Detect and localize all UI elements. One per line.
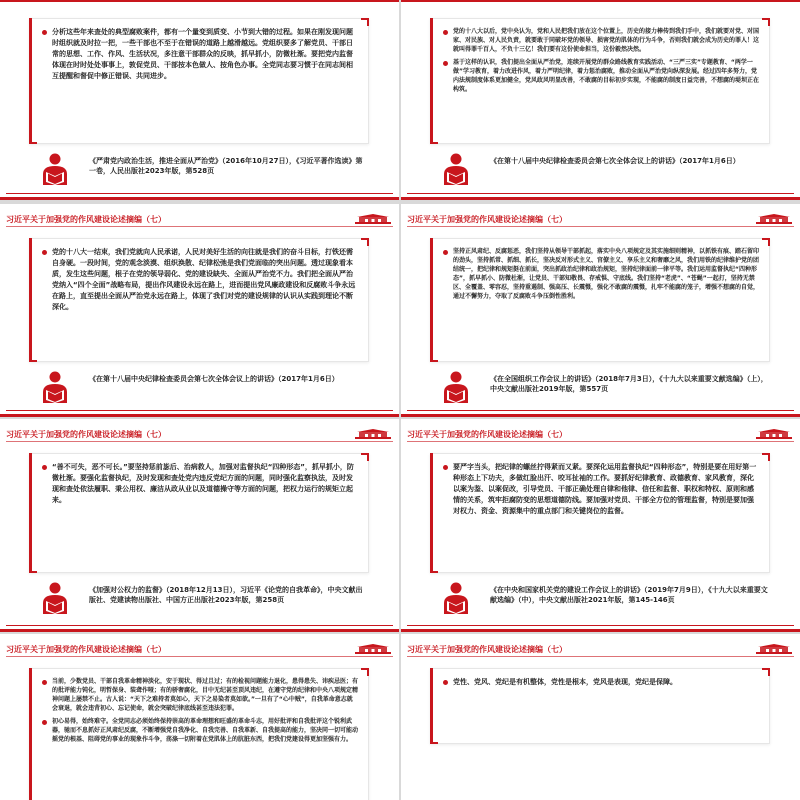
header-rule <box>6 656 393 657</box>
slide-6[interactable] <box>401 419 800 632</box>
card-redbar-decoration <box>29 238 32 360</box>
bullet-item <box>443 27 759 54</box>
slide-8[interactable] <box>401 634 800 800</box>
bottom-rule <box>407 625 794 626</box>
quote-card <box>430 238 770 362</box>
bottom-accent-bar <box>0 629 399 632</box>
tiananmen-icon <box>355 429 391 439</box>
reader-book-icon <box>438 370 474 404</box>
slide-4[interactable] <box>401 204 800 417</box>
card-cornerr-decoration <box>361 668 369 676</box>
bottom-rule <box>6 625 393 626</box>
bullet-text: 党性、党风、党纪是有机整体，党性是根本，党风是表现，党纪是保障。 <box>453 678 677 686</box>
source-text: 《严肃党内政治生活，推进全面从严治党》（2016年10月27日），《习近平著作选读》第一卷，人民出版社2023年版，第528页 <box>89 157 363 175</box>
slide-title: 习近平关于加强党的作风建设论述摘编（七） <box>6 430 166 439</box>
header-rule <box>407 441 794 442</box>
quote-card <box>29 18 369 144</box>
source-citation <box>430 150 770 190</box>
bullet-item <box>443 58 759 94</box>
tiananmen-icon <box>756 644 792 654</box>
bottom-accent-bar <box>401 629 800 632</box>
bullet-dot-icon <box>443 61 448 66</box>
slide-title: 习近平关于加强党的作风建设论述摘编（七） <box>6 645 166 654</box>
header-rule <box>6 226 393 227</box>
bullet-text: 党的十八大以后，党中央认为，党和人民把我们放在这个位置上，历史的接力棒传到我们手中，我们就要对党、对国家、对民族、对人民负责，就要敢于同破坏党的领导、损害党的肌体的行为斗争，否则我们就会成为历史的罪人！这就叫得罪千百人，不负十三亿！我们要有这份使命担当，这份毅然决然。 <box>453 28 760 53</box>
quote-card <box>430 453 770 573</box>
card-cornerr-decoration <box>361 453 369 461</box>
bottom-accent-bar <box>401 414 800 417</box>
reader-book-icon <box>37 152 73 186</box>
source-citation <box>29 579 369 619</box>
card-cornerl-decoration <box>430 736 438 744</box>
bullet-dot-icon <box>42 30 47 35</box>
top-accent-line <box>0 0 399 2</box>
quote-card <box>29 238 369 362</box>
bottom-rule <box>407 193 794 194</box>
bullet-text: 坚持正风肃纪、反腐惩恶，我们坚持从领导干部抓起，落实中央八项规定及其实施细则精神，以抓铁有痕、踏石留印的劲头，坚持抓常、抓细、抓长，坚决反对形式主义、官僚主义、享乐主义和奢靡之风，我们用铁的纪律维护党的团结统一，把纪律和规矩挺在前面，突出抓政治纪律和政治规矩，坚持纪律面前一律平等。我们运用监督执纪“四种形态”，抓早抓小、防微杜渐，让党员、干部知敬畏、存戒惧、守底线。我们坚持“老虎”、“苍蝇”一起打，坚持无禁区、全覆盖、零容忍，坚持重遏制、强高压、长震慑，强化不敢腐的震慑，扎牢不能腐的笼子，增强不想腐的自觉，通过不懈努力，夺取了反腐败斗争压倒性胜利。 <box>453 248 760 300</box>
reader-book-icon <box>438 581 474 615</box>
bullet-dot-icon <box>443 250 448 255</box>
card-redbar-decoration <box>29 668 32 800</box>
slide-2[interactable] <box>401 0 800 200</box>
card-redbar-decoration <box>430 668 433 742</box>
card-cornerr-decoration <box>762 453 770 461</box>
bottom-rule <box>6 193 393 194</box>
bullet-text: 初心易得，始终难守。全党同志必须始终保持崇高的革命理想和旺盛的革命斗志，用好批评和自我批评这个锐利武器，驰而不息抓好正风肃纪反腐，不断增强党自我净化、自我完善、自我革新、自我提高的能力，坚决同一切可能动摇党的根基、阻碍党的事业的现象作斗争，荡涤一切附着在党肌体上的肮脏东西，把我们党建设得更加坚强有力。 <box>52 718 359 743</box>
card-cornerr-decoration <box>361 238 369 246</box>
card-cornerl-decoration <box>29 136 37 144</box>
source-text: 《加强对公权力的监督》（2018年12月13日），习近平《论党的自我革命》，中央文献出版社、党建读物出版社、中国方正出版社2023年版，第258页 <box>89 586 363 604</box>
bullet-text: 要严字当头，把纪律的螺丝拧得紧而又紧。要深化运用监督执纪“四种形态”，特别是要在用好第一种形态上下功夫，多做红脸出汗、咬耳扯袖的工作。要抓好纪律教育、政德教育、家风教育，深化以案为鉴、以案促改，引导党员、干部正确处理自律和他律、信任和监督、职权和特权、原则和感情的关系，筑牢拒腐防变的思想道德防线。要加强对党员、干部全方位的管理监督，特别是要加强对权力、资金、资源集中的重点部门和关键岗位的监督。 <box>453 463 757 515</box>
bullet-item <box>42 27 358 82</box>
bullet-text: 分析这些年来查处的典型腐败案件，都有一个量变到质变、小节到大错的过程。如果在刚发现问题时组织就及时拉一把，一些干部也不至于在错误的道路上越滑越远。党组织要多了解党员、干部日常的思想、工作、作风、生活状况，多注意干部群众的反映，抓早抓小，防微杜渐。要把党内监督体现在时时处处事事上，敦促党员、干部按本色做人、按角色办事。全党同志要习惯于在同志间相互提醒和督促中修正错误、共同进步。 <box>52 28 353 80</box>
slide-title: 习近平关于加强党的作风建设论述摘编（七） <box>407 645 567 654</box>
card-cornerl-decoration <box>430 565 438 573</box>
card-redbar-decoration <box>29 18 32 142</box>
bullet-text: 党的十八大一结束，我们党就向人民承诺，人民对美好生活的向往就是我们的奋斗目标，打铁还需自身硬。一段时间，党的观念淡漠、组织涣散、纪律松弛是我们党面临的突出问题。透过现象看本质，发生这些问题，根子在党的领导弱化、党的建设缺失、全面从严治党不力。我们把全面从严治党纳入“四个全面”战略布局，提出作风建设永远在路上，进而提出党风廉政建设和反腐败斗争永远在路上，直至提出全面从严治党永远在路上，体现了我们对党的建设规律的认识从实践到理论不断深化。 <box>52 248 356 311</box>
tiananmen-icon <box>756 429 792 439</box>
header-rule <box>407 656 794 657</box>
source-citation <box>430 579 770 619</box>
header-rule <box>407 226 794 227</box>
quote-card <box>430 668 770 744</box>
bullet-text: 当前，少数党员、干部自我革命精神淡化，安于现状、得过且过；有的检视问题能力退化，患得患失、讳疾忌医；有的批评能力钝化，明哲保身、装聋作哑；有的骄奢腐化，目中无纪甚至顶风违纪，在遵守党的纪律和中央八项规定精神问题上屡禁不止。古人说：“天下之难持者莫如心，天下之易染者莫如欲。”一旦有了“心中贼”，自我革命意志就会衰退，就会违背初心、忘记使命，就会突破纪律底线甚至违法犯罪。 <box>52 678 359 712</box>
bottom-rule <box>407 410 794 411</box>
card-cornerl-decoration <box>430 354 438 362</box>
slide-5[interactable] <box>0 419 399 632</box>
quote-card <box>29 453 369 573</box>
bullet-item <box>42 677 358 713</box>
source-text: 《在中央和国家机关党的建设工作会议上的讲话》（2019年7月9日），《十九大以来重要文献选编》（中），中央文献出版社2021年版，第145-146页 <box>490 586 768 604</box>
slide-header <box>401 429 800 443</box>
quote-card <box>29 668 369 800</box>
card-cornerl-decoration <box>29 565 37 573</box>
bullet-item <box>443 677 759 688</box>
card-redbar-decoration <box>430 238 433 360</box>
card-cornerr-decoration <box>762 668 770 676</box>
source-citation <box>29 368 369 408</box>
bullet-dot-icon <box>42 680 47 685</box>
tiananmen-icon <box>355 644 391 654</box>
card-cornerr-decoration <box>361 18 369 26</box>
bullet-item <box>42 717 358 744</box>
card-cornerl-decoration <box>29 354 37 362</box>
slide-header <box>401 214 800 228</box>
bullet-item <box>42 247 358 313</box>
quote-card <box>430 18 770 144</box>
bullet-dot-icon <box>42 465 47 470</box>
slide-header <box>0 429 399 443</box>
card-redbar-decoration <box>430 453 433 571</box>
bullet-item <box>443 462 759 517</box>
bullet-item <box>443 247 759 301</box>
tiananmen-icon <box>355 214 391 224</box>
top-accent-line <box>401 0 800 2</box>
bullet-dot-icon <box>42 720 47 725</box>
card-cornerr-decoration <box>762 18 770 26</box>
header-rule <box>6 441 393 442</box>
bottom-rule <box>6 410 393 411</box>
slide-header <box>401 644 800 658</box>
card-cornerr-decoration <box>762 238 770 246</box>
bullet-item <box>42 462 358 506</box>
source-citation <box>430 368 770 408</box>
slide-3[interactable] <box>0 204 399 417</box>
reader-book-icon <box>438 152 474 186</box>
slide-1[interactable] <box>0 0 399 200</box>
bullet-dot-icon <box>443 30 448 35</box>
bullet-dot-icon <box>443 680 448 685</box>
reader-book-icon <box>37 581 73 615</box>
bottom-accent-bar <box>0 197 399 200</box>
source-text: 《在第十八届中央纪律检查委员会第七次全体会议上的讲话》（2017年1月6日） <box>490 157 740 165</box>
slide-7[interactable] <box>0 634 399 800</box>
bottom-accent-bar <box>0 414 399 417</box>
card-cornerl-decoration <box>430 136 438 144</box>
source-citation <box>29 150 369 190</box>
slide-header <box>0 214 399 228</box>
bullet-dot-icon <box>443 465 448 470</box>
source-text: 《在第十八届中央纪律检查委员会第七次全体会议上的讲话》（2017年1月6日） <box>89 375 339 383</box>
source-text: 《在全国组织工作会议上的讲话》（2018年7月3日），《十九大以来重要文献选编》（上），中央文献出版社2019年版，第557页 <box>490 375 768 393</box>
bullet-text: 基于这样的认识，我们提出全面从严治党，连续开展党的群众路线教育实践活动、“三严三实”专题教育、“两学一做”学习教育，着力改进作风，着力严明纪律，着力惩治腐败，推动全面从严治党向纵深发展。经过四年多努力，党内法规制度体系更加健全，党风政风明显改善，不敢腐的目标初步实现，不能腐的制度日益完善，不想腐的堤坝正在构筑。 <box>453 59 760 93</box>
reader-book-icon <box>37 370 73 404</box>
card-redbar-decoration <box>430 18 433 142</box>
bullet-text: “善不可失，恶不可长。”要坚持惩前毖后、治病救人，加强对监督执纪“四种形态”，抓早抓小，防微杜渐。要强化监督执纪，及时发现和查处党内违反党纪方面的问题，同时强化监察执法，及时发现和查处依法履职、秉公用权、廉洁从政从业以及道德操守等方面的问题，把权力运行的规矩立起来。 <box>52 463 354 504</box>
tiananmen-icon <box>756 214 792 224</box>
bullet-dot-icon <box>42 250 47 255</box>
bottom-accent-bar <box>401 197 800 200</box>
slide-title: 习近平关于加强党的作风建设论述摘编（七） <box>6 215 166 224</box>
slide-title: 习近平关于加强党的作风建设论述摘编（七） <box>407 215 567 224</box>
slide-title: 习近平关于加强党的作风建设论述摘编（七） <box>407 430 567 439</box>
card-redbar-decoration <box>29 453 32 571</box>
slide-header <box>0 644 399 658</box>
